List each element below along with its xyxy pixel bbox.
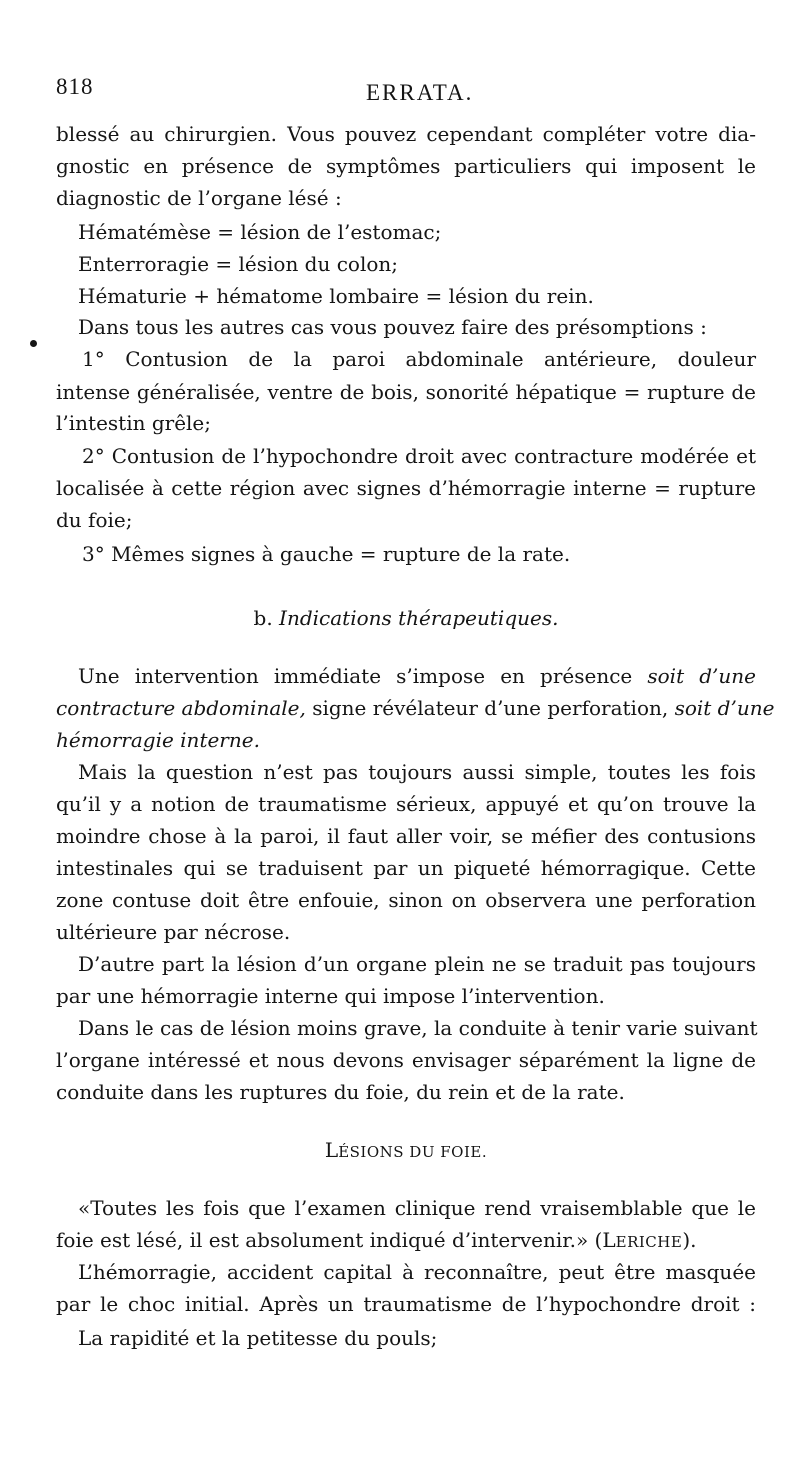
heading-initial: L — [324, 1138, 339, 1162]
text-line: diagnostic de l’organe lésé : — [56, 186, 342, 210]
text-line: Hématurie + hématome lombaire = lésion du rein. — [78, 284, 594, 308]
text-line: La rapidité et la petitesse du pouls; — [78, 1326, 438, 1350]
text-line: D’autre part la lésion d’un organe plein ne se traduit pas toujours — [78, 952, 756, 976]
text-line: Mais la question n’est pas toujours aussi simple, toutes les fois — [78, 760, 756, 784]
text-line: Dans tous les autres cas vous pouvez faire des présomptions : — [78, 315, 707, 339]
text-run: ). — [682, 1228, 697, 1252]
author-rest: ERICHE — [615, 1233, 683, 1251]
text-line: localisée à cette région avec signes d’hémorragie interne = rupture — [56, 476, 756, 500]
text-run: foie est lésé, il est absolument indiqué d’intervenir.» ( — [56, 1228, 603, 1252]
text-line: par une hémorragie interne qui impose l’intervention. — [56, 984, 605, 1008]
text-line: hémorragie interne. — [56, 728, 260, 752]
text-line: intestinales qui se traduisent par un piqueté hémorragique. Cette — [56, 856, 756, 880]
text-line: 2° Contusion de l’hypochondre droit avec contracture modérée et — [82, 444, 756, 468]
running-title: ERRATA. — [366, 80, 474, 105]
text-line: zone contuse doit être enfouie, sinon on observera une perforation — [56, 888, 756, 912]
text-line: Enterroragie = lésion du colon; — [78, 252, 399, 276]
text-line: blessé au chirurgien. Vous pouvez cependant compléter votre dia- — [56, 122, 756, 146]
section-title: Indications thérapeutiques. — [279, 606, 559, 630]
page-number: 818 — [56, 74, 94, 99]
text-line: moindre chose à la paroi, il faut aller voir, se méfier des contusions — [56, 824, 756, 848]
text-line: 3° Mêmes signes à gauche = rupture de la rate. — [82, 542, 571, 566]
text-line: «Toutes les fois que l’examen clinique rend vraisemblable que le — [78, 1196, 756, 1220]
text-line: l’organe intéressé et nous devons envisager séparément la ligne de — [56, 1048, 756, 1072]
margin-dot — [30, 340, 37, 347]
page-header — [56, 72, 756, 108]
text-line: Hématémèse = lésion de l’estomac; — [78, 220, 442, 244]
text-line: gnostic en présence de symptômes particuliers qui imposent le — [56, 154, 756, 178]
emphasis-run: soit d’une — [674, 696, 775, 720]
text-line: ultérieure par nécrose. — [56, 920, 291, 944]
text-line — [56, 694, 775, 722]
emphasis-run: contracture abdominale, — [56, 696, 306, 720]
emphasis-run: soit d’une — [647, 664, 756, 688]
text-line: 1° Contusion de la paroi abdominale antérieure, douleur — [82, 347, 756, 371]
text-run: signe révélateur d’une perforation, — [305, 696, 675, 720]
text-run: Une intervention immédiate s’impose en présence — [78, 664, 648, 688]
heading-rest: ÉSIONS DU FOIE. — [338, 1143, 488, 1161]
text-line — [56, 1226, 756, 1256]
text-line: L’hémorragie, accident capital à reconnaître, peut être masquée — [78, 1260, 756, 1284]
text-line: par le choc initial. Après un traumatisme de l’hypochondre droit : — [56, 1292, 756, 1316]
author-initial: L — [602, 1228, 616, 1252]
section-letter: b. — [253, 606, 273, 630]
text-line — [78, 662, 756, 690]
text-line: intense généralisée, ventre de bois, sonorité hépatique = rupture de — [56, 380, 756, 404]
section-heading-foie — [56, 1136, 756, 1166]
text-line: Dans le cas de lésion moins grave, la conduite à tenir varie suivant — [78, 1016, 758, 1040]
text-line: l’intestin grêle; — [56, 411, 212, 435]
text-line: conduite dans les ruptures du foie, du rein et de la rate. — [56, 1080, 625, 1104]
section-heading-b — [56, 604, 756, 632]
text-line: du foie; — [56, 508, 133, 532]
text-line: qu’il y a notion de traumatisme sérieux, appuyé et qu’on trouve la — [56, 792, 756, 816]
